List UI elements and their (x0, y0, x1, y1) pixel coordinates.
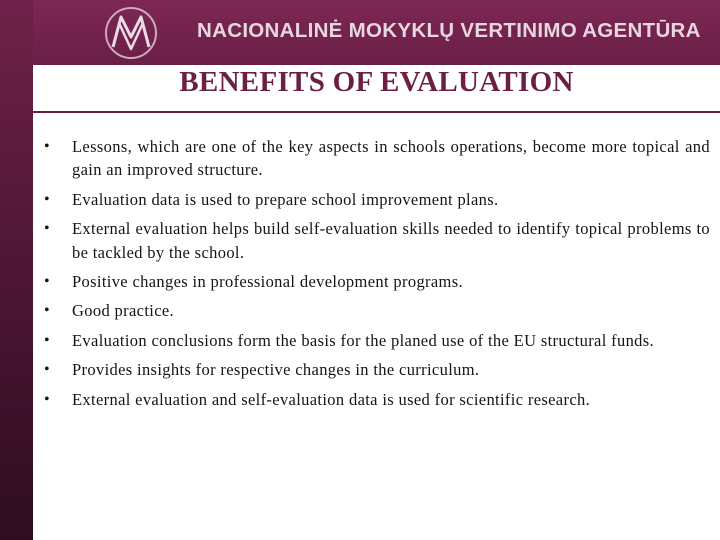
bullet-icon: • (44, 273, 50, 291)
bullet-text: Evaluation conclusions form the basis for the planed use of the EU structural funds. (72, 330, 655, 350)
bullet-text: Lessons, which are one of the key aspects in schools operations, become more topical and gain an improved structure. (72, 137, 710, 180)
list-item (44, 329, 710, 352)
list-item (44, 270, 710, 293)
benefits-list (44, 135, 710, 417)
bullet-icon: • (44, 361, 50, 379)
list-item (44, 388, 710, 411)
list-item (44, 299, 710, 322)
bullet-text: External evaluation helps build self-evaluation skills needed to identify topical problems to be tackled by the school. (72, 219, 710, 262)
bullet-icon: • (44, 220, 50, 238)
slide-title: BENEFITS OF EVALUATION (179, 66, 574, 98)
bullet-icon: • (44, 331, 50, 349)
bullet-icon: • (44, 390, 50, 408)
list-item (44, 358, 710, 381)
nmva-monogram-icon (95, 3, 167, 63)
bullet-text: External evaluation and self-evaluation data is used for scientific research. (72, 389, 591, 409)
list-item (44, 217, 710, 264)
bullet-text: Good practice. (72, 301, 175, 321)
title-underline (33, 111, 720, 113)
bullet-text: Evaluation data is used to prepare school improvement plans. (72, 189, 499, 209)
organization-name: NACIONALINĖ MOKYKLŲ VERTINIMO AGENTŪRA (197, 19, 701, 42)
bullet-text: Provides insights for respective changes in the curriculum. (72, 360, 480, 380)
list-item (44, 188, 710, 211)
list-item (44, 135, 710, 182)
bullet-icon: • (44, 302, 50, 320)
bullet-icon: • (44, 190, 50, 208)
left-accent-bar (0, 0, 33, 540)
bullet-icon: • (44, 138, 50, 155)
bullet-text: Positive changes in professional development programs. (72, 272, 463, 292)
